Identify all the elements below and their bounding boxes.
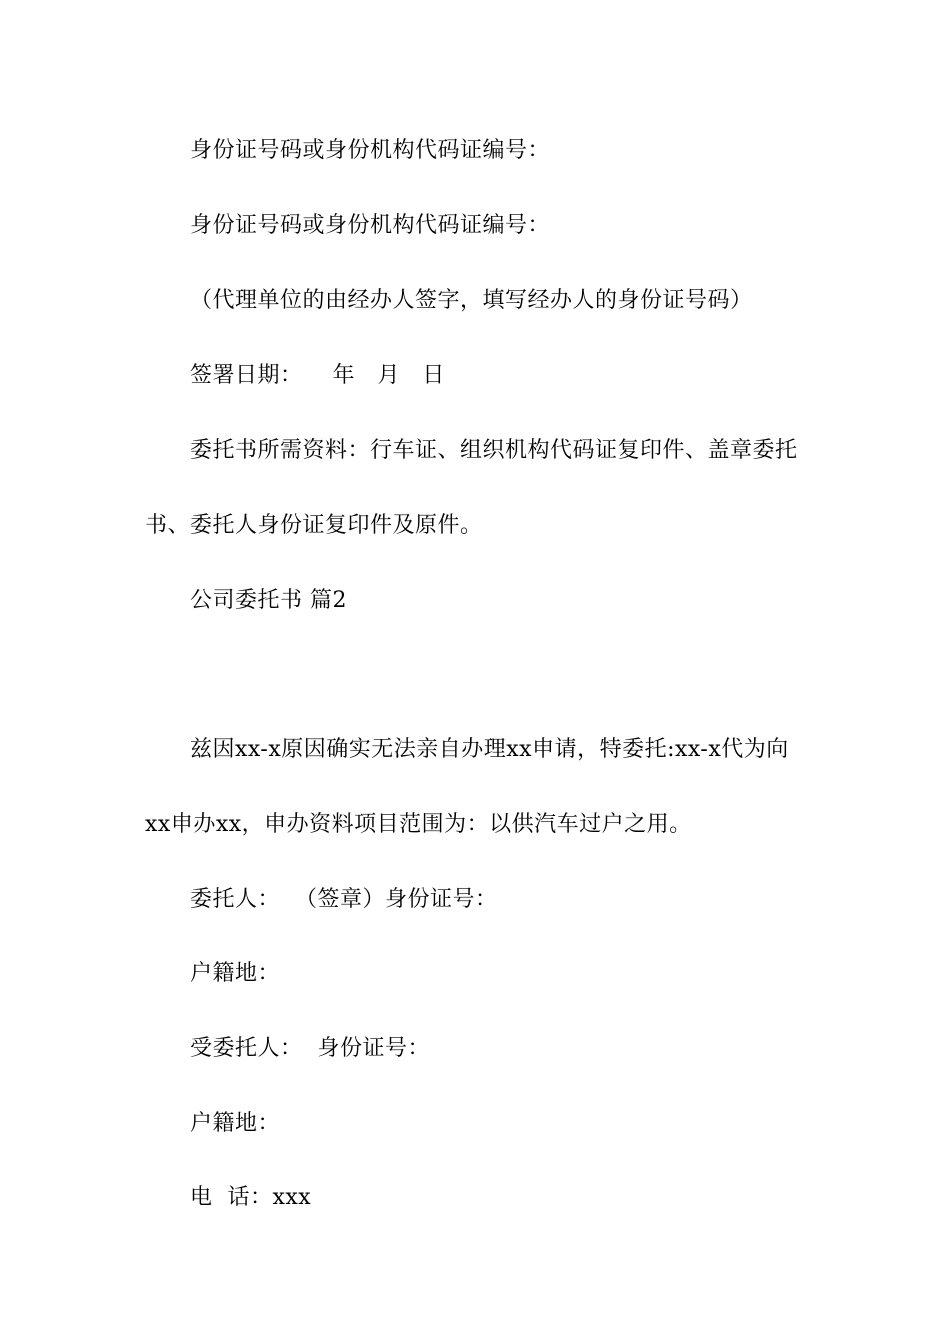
signing-date-line: 签署日期： 年 月 日 <box>190 363 445 388</box>
id-number-line-1: 身份证号码或身份机构代码证编号： <box>190 138 551 163</box>
agent-line: 受委托人： 身份证号： <box>190 1036 430 1061</box>
principal-line: 委托人： （签章）身份证号： <box>190 887 498 912</box>
principal-household-line: 户籍地： <box>190 961 281 986</box>
required-materials-line-2: 书、委托人身份证复印件及原件。 <box>145 513 483 538</box>
section-heading: 公司委托书 篇2 <box>190 588 347 613</box>
phone-line: 电 话：xxx <box>190 1185 312 1210</box>
agent-signature-note: （代理单位的由经办人签字，填写经办人的身份证号码） <box>190 288 753 313</box>
id-number-line-2: 身份证号码或身份机构代码证编号： <box>190 213 551 238</box>
authorization-paragraph-line-1: 兹因xx-x原因确实无法亲自办理xx申请，特委托:xx-x代为向 <box>190 737 789 762</box>
authorization-paragraph-line-2: xx申办xx，申办资料项目范围为：以供汽车过户之用。 <box>145 812 692 837</box>
required-materials-line-1: 委托书所需资料：行车证、组织机构代码证复印件、盖章委托 <box>190 438 798 463</box>
agent-household-line: 户籍地： <box>190 1111 281 1136</box>
